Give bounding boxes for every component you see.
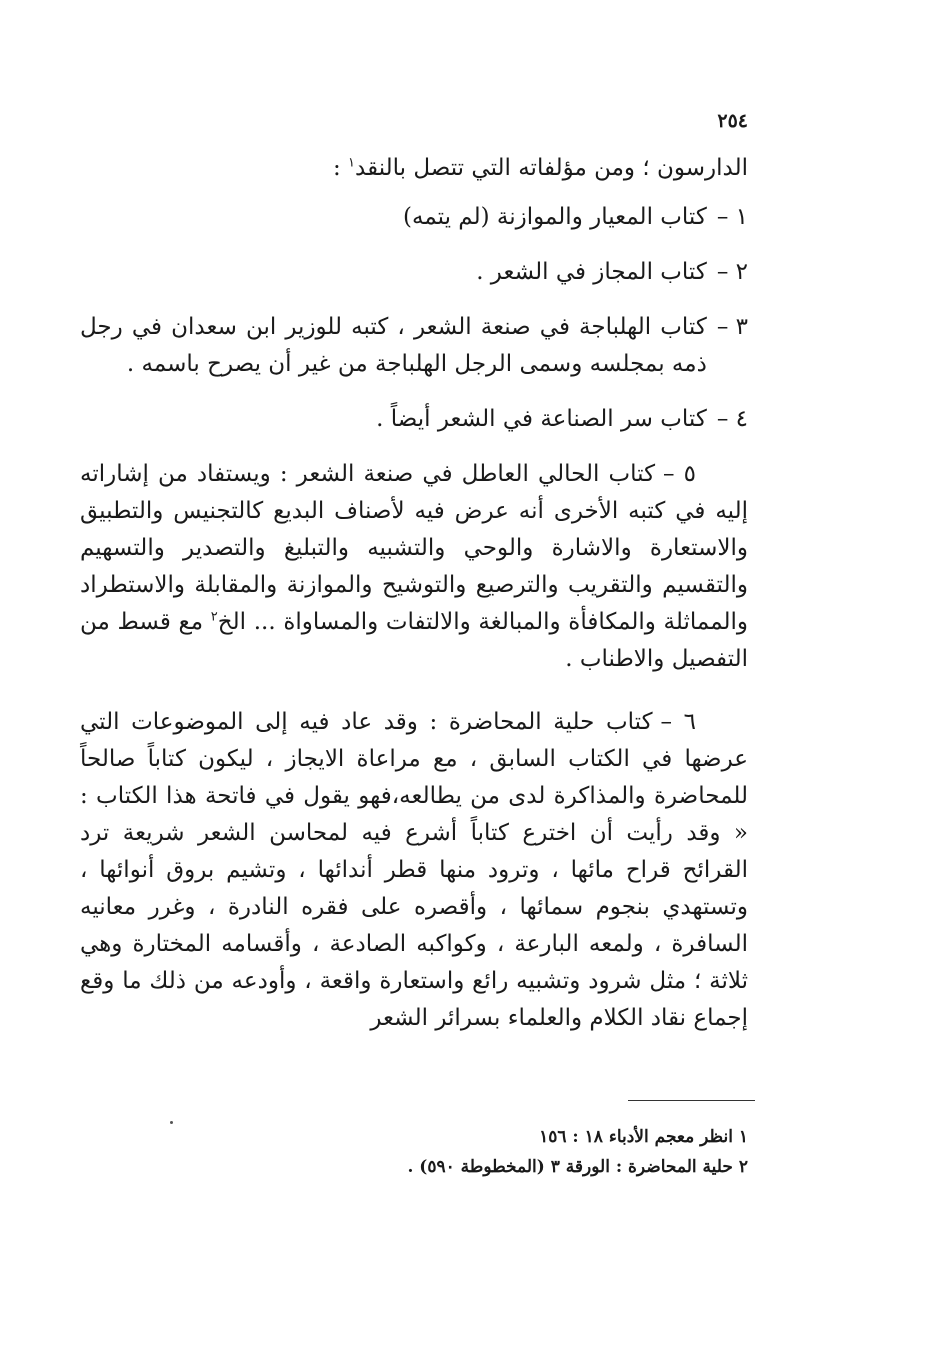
item5-text-tail: مع قسط من التفصيل والاطناب . xyxy=(80,609,748,672)
list-item-number: ١ – xyxy=(716,204,748,230)
main-text xyxy=(80,150,748,1063)
list-item xyxy=(80,199,748,236)
footnote: ٢ حلية المحاضرة : الورقة ٣ (المخطوطة ٥٩٠) . xyxy=(407,1157,748,1177)
intro-text: الدارسون ؛ ومن مؤلفاته التي تتصل بالنقد xyxy=(355,155,748,181)
intro-tail: : xyxy=(332,155,349,181)
scan-speck xyxy=(170,1121,173,1124)
item6-text: كتاب حلية المحاضرة : وقد عاد فيه إلى الموضوعات التي عرضها في الكتاب السابق ، مع مراعاة الايجاز ، ليكون كتاباً صالحاً للمحاضرة والمذاكرة لدى من يطالعه،فهو يقول في فاتحة هذا الكتاب : « وقد رأيت أن اخترع كتاباً أشرع فيه لمحاسن الشعر شريعة ترد القرائح قراح مائها ، وترود منها قطر أندائها ، وتشيم بروق أنوائها ، وتستهدي بنجوم سمائها ، وأقصره على فقره النادرة ، وغرر معانيه السافرة ، ولمعه البارعة ، وكواكبه الصادعة ، وأقسامه المختارة وهي ثلاثة ؛ مثل شرود وتشبيه رائع واستعارة واقعة ، وأودعه من ذلك ما وقع إجماع نقاد الكلام والعلماء بسرائر الشعر xyxy=(80,709,748,1031)
page-number: ٢٥٤ xyxy=(717,110,748,132)
footnotes xyxy=(248,1122,748,1182)
footnote-ref-1: ١ xyxy=(348,155,355,171)
list-item-text: كتاب سر الصناعة في الشعر أيضاً . xyxy=(376,406,707,432)
list-item-number: ٤ – xyxy=(716,406,748,432)
list-item-text: كتاب المعيار والموازنة (لم يتمه) xyxy=(403,204,707,230)
list-item-text: كتاب المجاز في الشعر . xyxy=(476,259,707,285)
list-item-number: ٦ – xyxy=(660,709,696,735)
footnote: ١ انظر معجم الأدباء ١٨ : ١٥٦ xyxy=(539,1127,748,1147)
list-item xyxy=(80,401,748,438)
list-item xyxy=(80,309,748,383)
intro-paragraph xyxy=(80,150,748,187)
list-item xyxy=(80,254,748,291)
list-item-number: ٢ – xyxy=(716,259,748,285)
list-item-number: ٥ – xyxy=(663,461,696,487)
footnote-ref-2: ٢ xyxy=(210,609,218,625)
footnote-divider xyxy=(628,1100,755,1101)
list-item-text: كتاب الهلباجة في صنعة الشعر ، كتبه للوزير ابن سعدان في رجل ذمه بمجلسه وسمى الرجل الهلباجة من غير أن يصرح باسمه . xyxy=(80,314,707,377)
list-item-5-paragraph xyxy=(80,456,748,678)
list-item-number: ٣ – xyxy=(716,314,748,340)
list-item-6-paragraph xyxy=(80,704,748,1037)
item5-text: كتاب الحالي العاطل في صنعة الشعر : ويستفاد من إشاراته إليه في كتبه الأخرى أنه عرض فيه لأصناف البديع كالتجنيس والتطبيق والاستعارة والاشارة والوحي والتشبيه والتبليغ والتصدير والتسهيم والتقسيم والتقريب والترصيع والتوشيح والموازنة والمقابلة والاستطراد والمماثلة والمكافأة والمبالغة والالتفات والمساواة ... الخ xyxy=(80,461,748,635)
